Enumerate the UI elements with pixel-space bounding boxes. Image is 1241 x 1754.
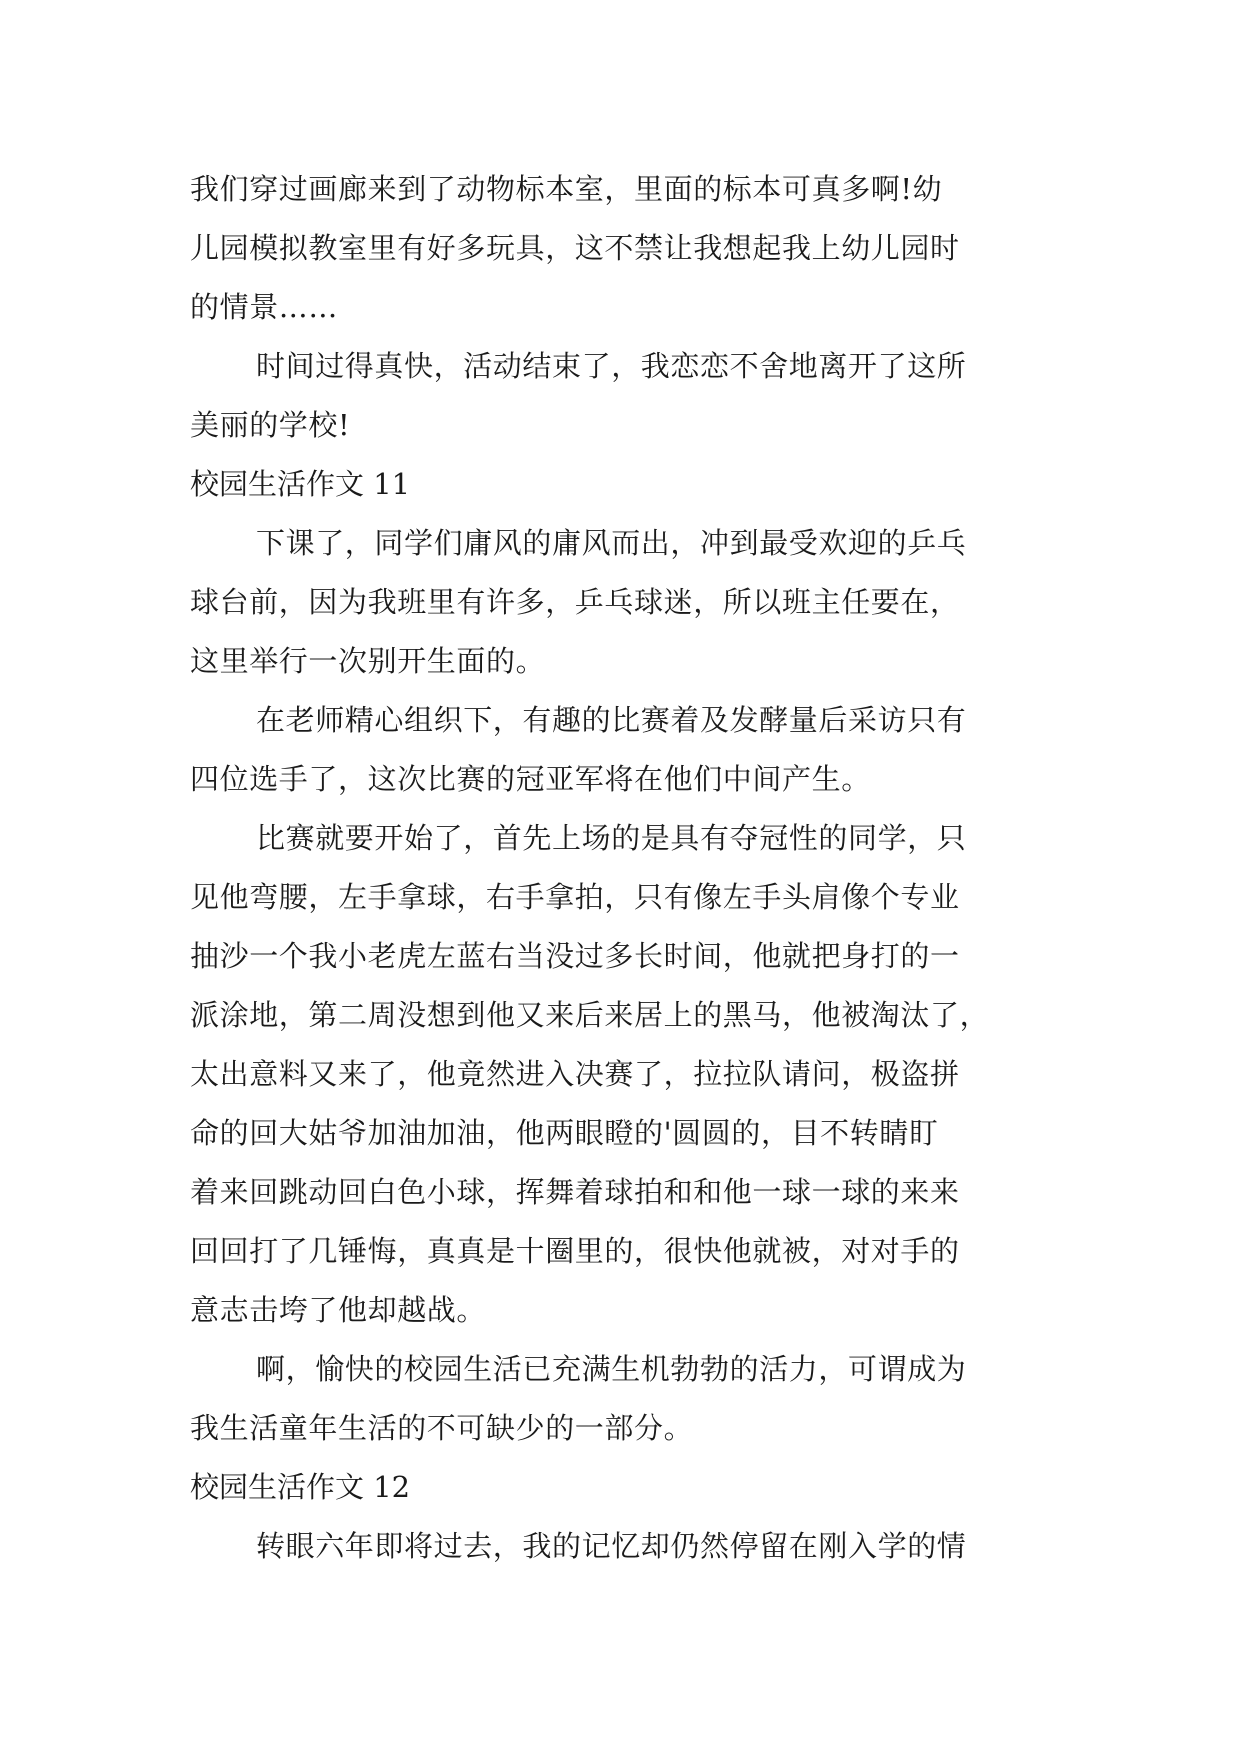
text-line: 比赛就要开始了，首先上场的是具有夺冠性的同学，只	[256, 821, 967, 855]
text-line: 抽沙一个我小老虎左蓝右当没过多长时间，他就把身打的一	[190, 939, 960, 973]
paragraph	[190, 691, 1060, 809]
heading-text: 校园生活作文 11	[190, 467, 411, 501]
document-body	[190, 160, 1060, 1576]
text-line: 这里举行一次别开生面的。	[190, 644, 546, 678]
text-line: 时间过得真快，活动结束了，我恋恋不舍地离开了这所	[256, 349, 967, 383]
paragraph	[190, 514, 1060, 691]
paragraph	[190, 1340, 1060, 1458]
text-line: 派涂地，第二周没想到他又来后来居上的黑马，他被淘汰了，	[190, 998, 990, 1032]
text-line: 球台前，因为我班里有许多，乒乓球迷，所以班主任要在，	[190, 585, 960, 619]
section-heading	[190, 455, 1060, 514]
text-line: 太出意料又来了，他竟然进入决赛了，拉拉队请问，极盗拼	[190, 1057, 960, 1091]
text-line: 见他弯腰，左手拿球，右手拿拍，只有像左手头肩像个专业	[190, 880, 960, 914]
text-line: 转眼六年即将过去，我的记忆却仍然停留在刚入学的情	[256, 1529, 967, 1563]
paragraph	[190, 160, 1060, 337]
text-line: 儿园模拟教室里有好多玩具，这不禁让我想起我上幼儿园时	[190, 231, 960, 265]
text-line: 回回打了几锤悔，真真是十圈里的，很快他就被，对对手的	[190, 1234, 960, 1268]
section-heading	[190, 1458, 1060, 1517]
text-line: 意志击垮了他却越战。	[190, 1293, 487, 1327]
text-line: 啊，愉快的校园生活已充满生机勃勃的活力，可谓成为	[256, 1352, 967, 1386]
paragraph	[190, 1517, 1060, 1576]
text-line: 美丽的学校!	[190, 408, 351, 442]
text-line: 下课了，同学们庸风的庸风而出，冲到最受欢迎的乒乓	[256, 526, 967, 560]
text-line: 在老师精心组织下，有趣的比赛着及发酵量后采访只有	[256, 703, 967, 737]
text-line: 的情景……	[190, 290, 339, 324]
paragraph	[190, 337, 1060, 455]
text-line: 我生活童年生活的不可缺少的一部分。	[190, 1411, 694, 1445]
text-line: 命的回大姑爷加油加油，他两眼瞪的'圆圆的，目不转睛盯	[190, 1116, 939, 1150]
paragraph	[190, 809, 1060, 1340]
text-line: 我们穿过画廊来到了动物标本室，里面的标本可真多啊!幼	[190, 172, 943, 206]
text-line: 四位选手了，这次比赛的冠亚军将在他们中间产生。	[190, 762, 871, 796]
text-line: 着来回跳动回白色小球，挥舞着球拍和和他一球一球的来来	[190, 1175, 960, 1209]
heading-text: 校园生活作文 12	[190, 1470, 411, 1504]
